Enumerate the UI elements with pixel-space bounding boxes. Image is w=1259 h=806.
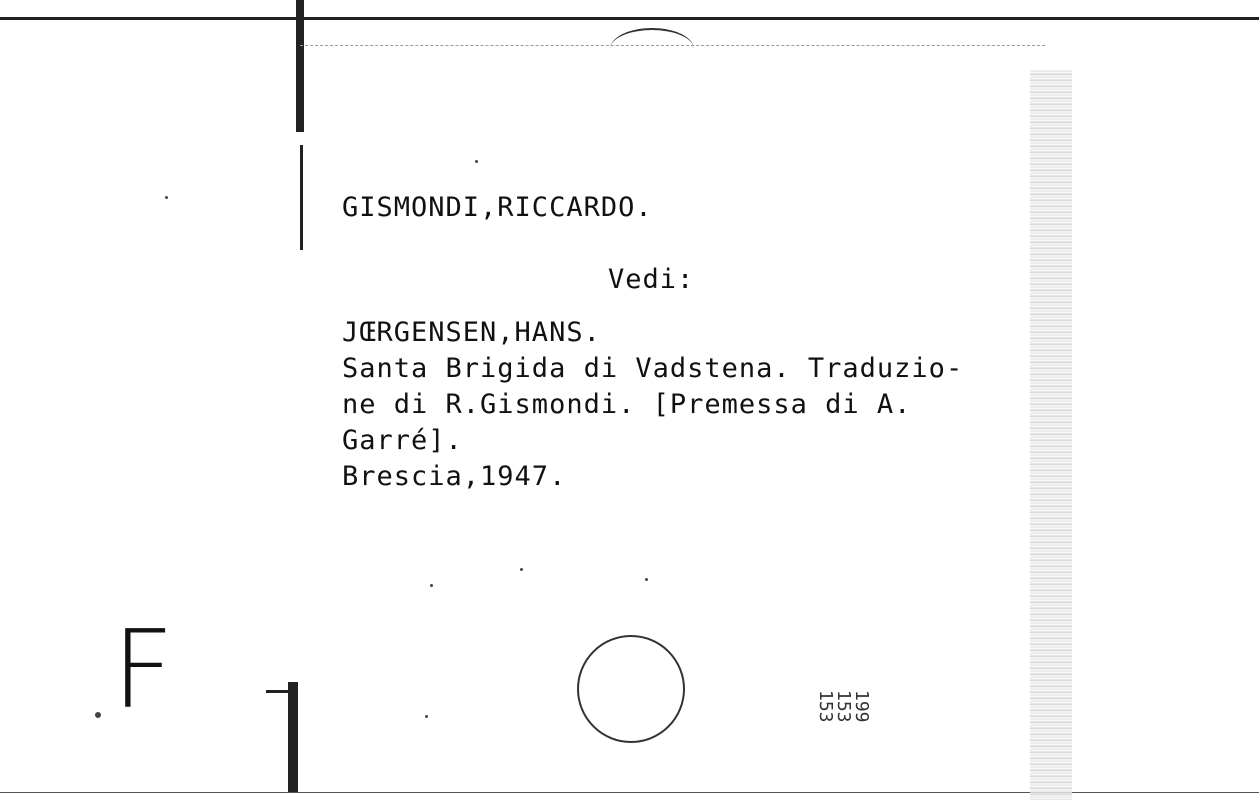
- card-right-edge-shadow: [1030, 70, 1072, 800]
- entry-title-line-2: ne di R.Gismondi. [Premessa di A.: [342, 389, 912, 420]
- punch-hole: [577, 635, 685, 743]
- scan-speck: [645, 578, 648, 581]
- stamp-code: 199 153 153: [815, 690, 872, 723]
- scan-speck: [520, 568, 523, 571]
- card-heading: GISMONDI,RICCARDO.: [342, 192, 653, 223]
- lower-dash: [266, 690, 288, 693]
- entry-title-line-3: Garré].: [342, 425, 463, 456]
- entry-author: JŒRGENSEN,HANS.: [342, 317, 601, 348]
- scan-speck: [430, 584, 433, 587]
- top-punch-hole: [610, 28, 694, 70]
- entry-block: [342, 315, 963, 495]
- entry-imprint: Brescia,1947.: [342, 461, 567, 492]
- scan-speck: [95, 712, 101, 718]
- drawer-letter: F: [112, 608, 175, 733]
- left-rod-lower: [288, 682, 298, 792]
- scan-speck: [165, 196, 168, 199]
- entry-title-line-1: Santa Brigida di Vadstena. Traduzio-: [342, 353, 964, 384]
- see-reference: Vedi:: [608, 264, 695, 295]
- scan-speck: [425, 715, 428, 718]
- top-scan-line: [0, 17, 1259, 20]
- scan-speck: [475, 160, 478, 163]
